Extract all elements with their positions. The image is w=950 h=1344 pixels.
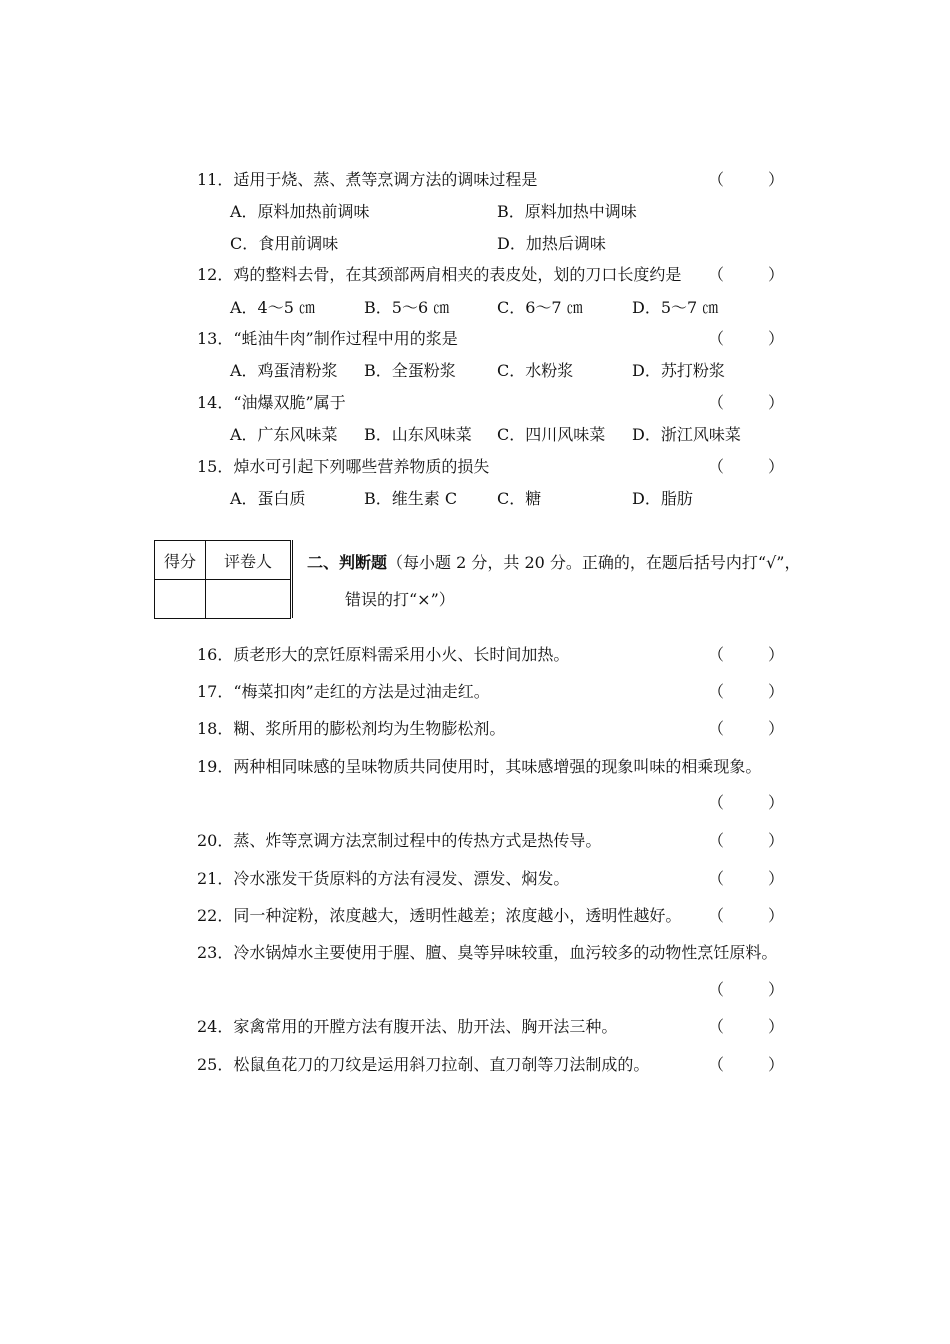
question-23 (197, 943, 777, 963)
section-title: 二、判断题 (307, 553, 388, 572)
question-number: 12． (197, 265, 234, 284)
question-text: 冷水涨发干货原料的方法有浸发、漂发、焖发。 (233, 869, 570, 888)
score-field[interactable] (155, 580, 206, 619)
option-a: A．鸡蛋清粉浆 (230, 361, 338, 380)
question-19 (197, 757, 761, 777)
question-text: “蚝油牛肉”制作过程中用的浆是 (233, 329, 458, 348)
divider (292, 540, 293, 618)
question-number: 14． (197, 393, 234, 412)
question-number: 23． (197, 943, 234, 962)
question-11 (197, 170, 537, 190)
grader-field[interactable] (206, 580, 291, 619)
option-c: C．食用前调味 (230, 234, 339, 253)
question-15 (197, 457, 489, 477)
question-text: “油爆双脆”属于 (233, 393, 346, 412)
score-box (154, 540, 291, 619)
question-number: 21． (197, 869, 234, 888)
question-text: 糊、浆所用的膨松剂均为生物膨松剂。 (233, 719, 506, 738)
question-number: 22． (197, 906, 234, 925)
question-text: “梅菜扣肉”走红的方法是过油走红。 (233, 682, 490, 701)
option-c: C．四川风味菜 (497, 425, 606, 444)
question-22 (197, 906, 681, 926)
question-24 (197, 1017, 617, 1037)
question-13 (197, 329, 458, 349)
question-number: 11． (197, 170, 234, 189)
question-number: 13． (197, 329, 234, 348)
question-14 (197, 393, 346, 413)
grader-label: 评卷人 (206, 541, 291, 580)
option-a: A．原料加热前调味 (230, 202, 370, 221)
question-text: 鸡的整料去骨，在其颈部两肩相夹的表皮处，划的刀口长度约是 (233, 265, 682, 284)
option-a: A．广东风味菜 (230, 425, 338, 444)
option-d: D．苏打粉浆 (632, 361, 725, 380)
option-b: B．山东风味菜 (364, 425, 472, 444)
option-c: C．6～7 ㎝ (497, 298, 583, 317)
question-text: 焯水可引起下列哪些营养物质的损失 (233, 457, 490, 476)
question-number: 16． (197, 645, 234, 664)
question-number: 24． (197, 1017, 234, 1036)
option-d: D．脂肪 (632, 489, 693, 508)
option-a: A．4～5 ㎝ (230, 298, 316, 317)
option-b: B．维生素 C (364, 489, 458, 508)
question-number: 15． (197, 457, 234, 476)
section-instruction-cont: 错误的打“×”） (345, 590, 455, 609)
option-b: B．全蛋粉浆 (364, 361, 456, 380)
option-d: D．5～7 ㎝ (632, 298, 719, 317)
option-d: D．加热后调味 (497, 234, 606, 253)
question-number: 20． (197, 831, 234, 850)
question-12 (197, 265, 681, 285)
section-instruction: （每小题 2 分，共 20 分。正确的，在题后括号内打“√”， (387, 553, 801, 572)
question-text: 松鼠鱼花刀的刀纹是运用斜刀拉剞、直刀剞等刀法制成的。 (233, 1055, 650, 1074)
question-text: 蒸、炸等烹调方法烹制过程中的传热方式是热传导。 (233, 831, 602, 850)
option-c: C．糖 (497, 489, 542, 508)
question-20 (197, 831, 601, 851)
question-number: 18． (197, 719, 234, 738)
question-text: 质老形大的烹饪原料需采用小火、长时间加热。 (233, 645, 570, 664)
question-number: 25． (197, 1055, 234, 1074)
option-c: C．水粉浆 (497, 361, 574, 380)
section-2-header (307, 553, 800, 573)
question-21 (197, 869, 569, 889)
option-a: A．蛋白质 (230, 489, 306, 508)
question-text: 家禽常用的开膛方法有腹开法、肋开法、胸开法三种。 (233, 1017, 618, 1036)
option-b: B．5～6 ㎝ (364, 298, 450, 317)
option-d: D．浙江风味菜 (632, 425, 741, 444)
question-number: 19． (197, 757, 234, 776)
question-text: 适用于烧、蒸、煮等烹调方法的调味过程是 (233, 170, 538, 189)
question-17 (197, 682, 490, 702)
question-number: 17． (197, 682, 234, 701)
score-label: 得分 (155, 541, 206, 580)
question-text: 同一种淀粉，浓度越大，透明性越差；浓度越小，透明性越好。 (233, 906, 682, 925)
question-text: 冷水锅焯水主要使用于腥、膻、臭等异味较重，血污较多的动物性烹饪原料。 (233, 943, 778, 962)
question-25 (197, 1055, 649, 1075)
question-18 (197, 719, 505, 739)
option-b: B．原料加热中调味 (497, 202, 637, 221)
question-16 (197, 645, 569, 665)
question-text: 两种相同味感的呈味物质共同使用时，其味感增强的现象叫味的相乘现象。 (233, 757, 762, 776)
